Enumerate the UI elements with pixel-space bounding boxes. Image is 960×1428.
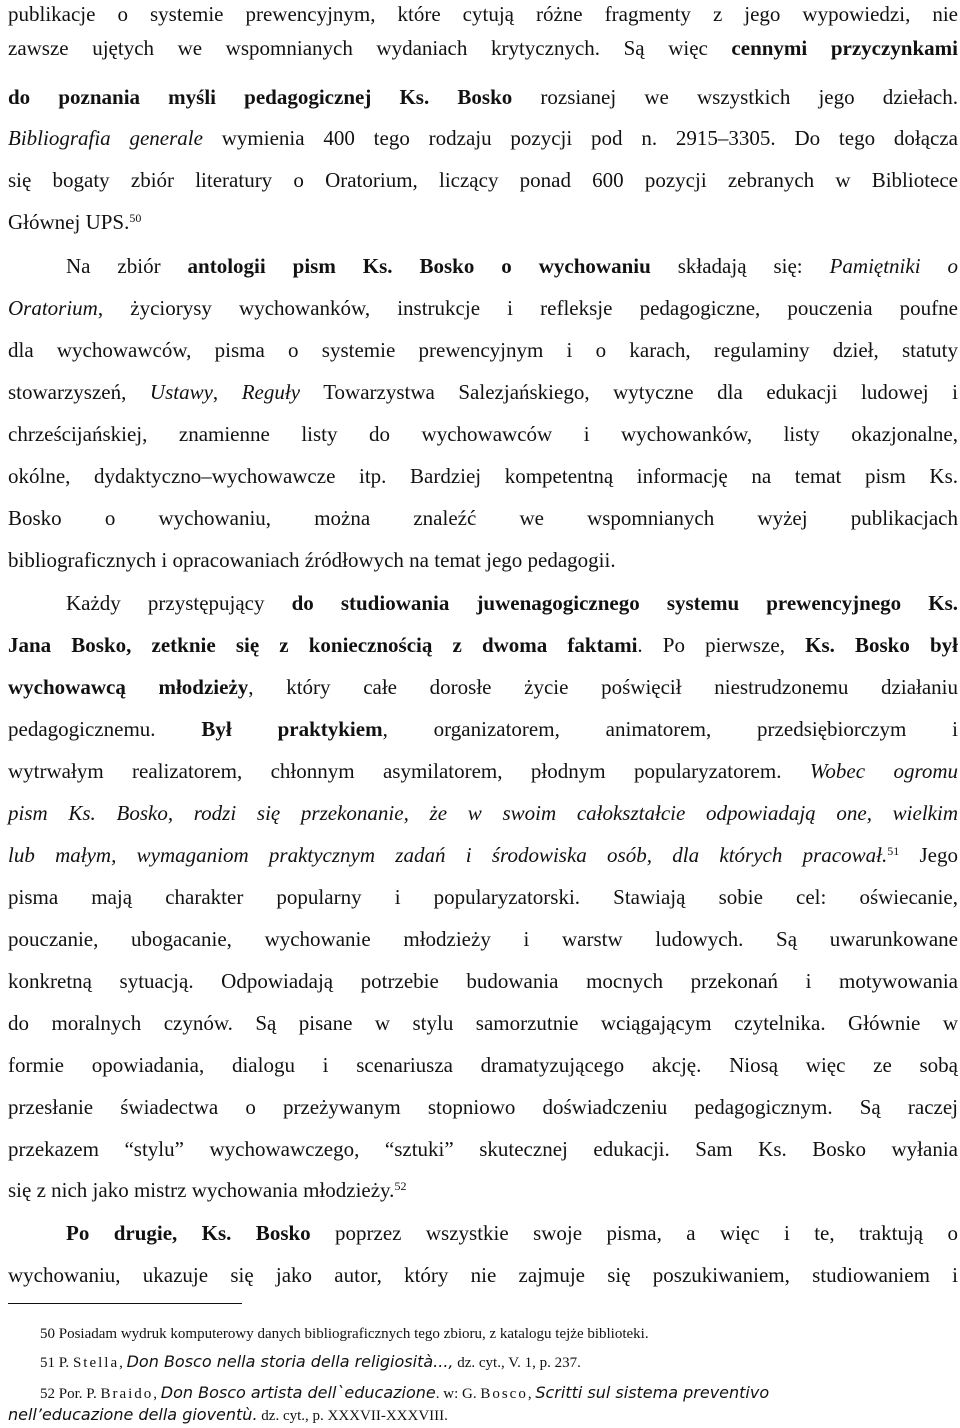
text: pouczanie, ubogacanie, wychowanie młodzieży i warstw ludowych. Są uwarunkowane — [8, 927, 958, 951]
paragraph-line — [8, 967, 958, 995]
text: , organizatorem, animatorem, przedsiębiorczym i — [382, 717, 959, 741]
footnote-52 — [40, 1383, 769, 1404]
italic-text: Pamiętniki o — [829, 254, 958, 278]
text: wytrwałym realizatorem, chłonnym asymilatorem, płodnym popularyzatorem. — [8, 759, 810, 783]
text: bibliograficznych i opracowaniach źródłowych na temat jego pedagogii. — [8, 548, 616, 572]
book-title: Scritti sul sistema preventivo — [535, 1383, 770, 1402]
author-name: Bosco — [480, 1386, 528, 1402]
paragraph-line — [8, 757, 958, 785]
text: się z nich jako mistrz wychowania młodzieży. — [8, 1178, 395, 1202]
bold-text: do poznania myśli pedagogicznej Ks. Bosko — [8, 85, 513, 109]
footnote-text: dz. cyt., V. 1, p. 237. — [453, 1355, 581, 1371]
paragraph-line — [8, 336, 958, 364]
paragraph-line — [8, 208, 958, 236]
paragraph-line — [8, 294, 958, 322]
paragraph-line — [8, 589, 958, 617]
bold-text: wychowawcą młodzieży — [8, 675, 249, 699]
text: wychowaniu, ukazuje się jako autor, który nie zajmuje się poszukiwaniem, studiowaniem i — [8, 1263, 958, 1287]
paragraph-line — [8, 0, 958, 28]
paragraph-line — [8, 420, 958, 448]
footnote-text: 52 Por. P. — [40, 1386, 101, 1402]
footnote-51 — [40, 1352, 581, 1373]
text: pisma mają charakter popularny i popularyzatorski. Stawiają sobie cel: oświecanie, — [8, 885, 958, 909]
text: składają się: — [650, 254, 830, 278]
paragraph-line — [8, 799, 958, 827]
paragraph-line — [8, 124, 958, 152]
italic-text: lub małym, wymaganiom praktycznym zadań i środowiska osób, dla których pracował. — [8, 843, 888, 867]
paragraph-line — [8, 252, 958, 280]
text: poprzez wszystkie swoje pisma, a więc i te, traktują o — [310, 1221, 958, 1245]
text: do moralnych czynów. Są pisane w stylu samorzutnie wciągającym czytelnika. Głównie w — [8, 1011, 958, 1035]
footnote-50 — [40, 1324, 649, 1344]
italic-text: Wobec ogromu — [809, 759, 959, 783]
footnote-text: , — [119, 1355, 127, 1371]
paragraph-line — [8, 883, 958, 911]
text: Jego — [899, 843, 958, 867]
text: Towarzystwa Salezjańskiego, wytyczne dla edukacji ludowej i — [300, 380, 959, 404]
footnote-ref[interactable]: 50 — [129, 211, 142, 225]
footnote-ref[interactable]: 52 — [394, 1179, 407, 1193]
book-title: Don Bosco nella storia della religiosità..., — [126, 1352, 454, 1371]
author-name: Braido — [100, 1386, 154, 1402]
text: okólne, dydaktyczno–wychowawcze itp. Bardziej kompetentną informację na temat pism Ks. — [8, 464, 958, 488]
author-name: Stella — [72, 1355, 120, 1371]
text: rozsianej we wszystkich jego dziełach. — [512, 85, 958, 109]
paragraph-line — [8, 631, 958, 659]
footnote-52-continued — [8, 1405, 448, 1426]
paragraph-line — [8, 673, 958, 701]
paragraph-line — [8, 546, 958, 574]
bold-text: Po drugie, Ks. Bosko — [66, 1221, 311, 1245]
paragraph-line — [8, 378, 958, 406]
bold-text: Był praktykiem — [201, 717, 383, 741]
footnote-text: , — [153, 1386, 161, 1402]
paragraph-line — [8, 166, 958, 194]
bold-text: cennymi przyczynkami — [731, 36, 958, 60]
paragraph-line — [8, 1176, 958, 1204]
italic-text: Bibliografia generale — [8, 126, 203, 150]
paragraph-line — [8, 841, 958, 869]
bold-text: Ks. Bosko był — [805, 633, 958, 657]
text: konkretną sytuacją. Odpowiadają potrzebie budowania mocnych przekonań i motywowania — [8, 969, 958, 993]
text: przekazem “stylu” wychowawczego, “sztuki” skutecznej edukacji. Sam Ks. Bosko wyłania — [8, 1137, 958, 1161]
text: Na zbiór — [66, 254, 188, 278]
bold-text: do studiowania juwenagogicznego systemu prewencyjnego Ks. — [291, 591, 958, 615]
footnote-separator — [8, 1303, 242, 1304]
text: stowarzyszeń, — [8, 380, 150, 404]
bold-text: antologii pism Ks. Bosko o wychowaniu — [187, 254, 651, 278]
text: Bosko o wychowaniu, można znaleźć we wspomnianych wyżej publikacjach — [8, 506, 958, 530]
paragraph-line — [8, 925, 958, 953]
paragraph-line — [8, 1219, 958, 1247]
text: formie opowiadania, dialogu i scenariusza dramatyzującego akcję. Niosą więc ze sobą — [8, 1053, 958, 1077]
text: wymienia 400 tego rodzaju pozycji pod n. 2915–3305. Do tego dołącza — [202, 126, 958, 150]
footnote-text: 51 P. — [40, 1355, 73, 1371]
text: Każdy przystępujący — [66, 591, 292, 615]
paragraph-line — [8, 1009, 958, 1037]
paragraph-line — [8, 462, 958, 490]
text: . Po pierwsze, — [637, 633, 806, 657]
italic-text: Reguły — [241, 380, 301, 404]
italic-text: Oratorium — [8, 296, 98, 320]
text: pedagogicznemu. — [8, 717, 202, 741]
text: chrześcijańskiej, znamienne listy do wychowawców i wychowanków, listy okazjonalne, — [8, 422, 958, 446]
bold-text: Jana Bosko, zetknie się z koniecznością z dwoma faktami — [8, 633, 638, 657]
footnote-text: 50 Posiadam wydruk komputerowy danych bibliograficznych tego zbioru, z katalogu tejże biblioteki. — [40, 1326, 649, 1342]
paragraph-line — [8, 715, 958, 743]
paragraph-line — [8, 83, 958, 111]
text: , — [212, 380, 242, 404]
paragraph-line — [8, 34, 958, 62]
footnote-text: dz. cyt., p. XXXVII-XXXVIII. — [257, 1408, 448, 1424]
book-title: nell’educazione della gioventù. — [8, 1405, 258, 1424]
italic-text: Ustawy — [149, 380, 213, 404]
paragraph-line — [8, 1093, 958, 1121]
italic-text: pism Ks. Bosko, rodzi się przekonanie, że w swoim całokształcie odpowiadają one, wielkim — [8, 801, 958, 825]
text: przesłanie świadectwa o przeżywanym stopniowo doświadczeniu pedagogicznym. Są raczej — [8, 1095, 958, 1119]
text: , życiorysy wychowanków, instrukcje i refleksje pedagogiczne, pouczenia poufne — [97, 296, 958, 320]
footnote-ref[interactable]: 51 — [887, 844, 900, 858]
paragraph-line — [8, 1135, 958, 1163]
paragraph-line — [8, 1261, 958, 1289]
text: , który całe dorosłe życie poświęcił niestrudzonemu działaniu — [248, 675, 959, 699]
text: się bogaty zbiór literatury o Oratorium, liczący ponad 600 pozycji zebranych w Bibliotece — [8, 168, 958, 192]
book-title: Don Bosco artista dell`educazione — [160, 1383, 436, 1402]
footnote-text: . w: G. — [435, 1386, 481, 1402]
text: dla wychowawców, pisma o systemie prewencyjnym i o karach, regulaminy dzieł, statuty — [8, 338, 958, 362]
text: Głównej UPS. — [8, 210, 130, 234]
text: publikacje o systemie prewencyjnym, które cytują różne fragmenty z jego wypowiedzi, nie — [8, 2, 958, 26]
text: zawsze ujętych we wspomnianych wydaniach krytycznych. Są więc — [8, 36, 732, 60]
paragraph-line — [8, 504, 958, 532]
paragraph-line — [8, 1051, 958, 1079]
footnote-text: , — [527, 1386, 536, 1402]
